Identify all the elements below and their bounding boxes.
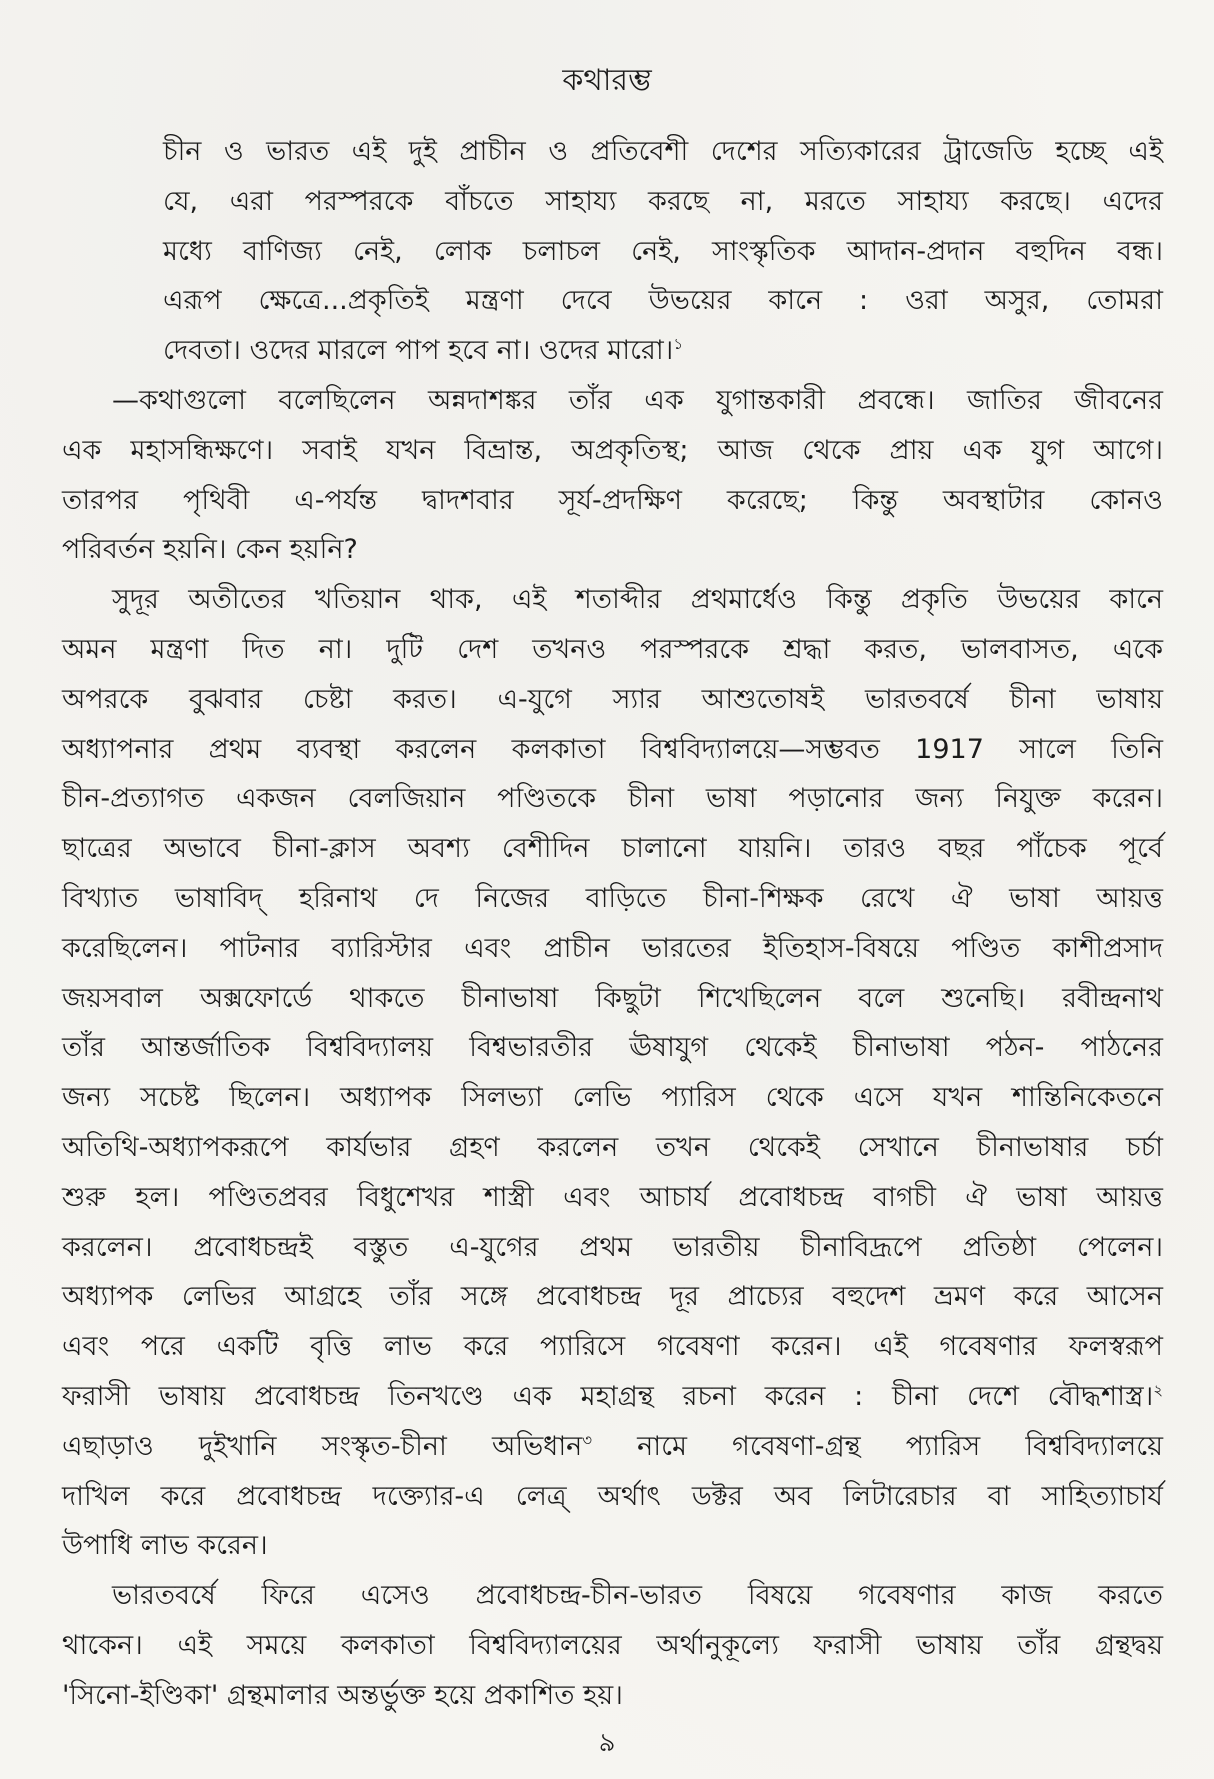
footnote-marker: ১ bbox=[673, 335, 684, 354]
quote-line bbox=[163, 227, 1163, 277]
quote-line bbox=[163, 127, 1163, 177]
text-line bbox=[62, 1073, 1163, 1123]
text-line bbox=[62, 426, 1163, 476]
line-text: বিখ্যাত ভাষাবিদ্ হরিনাথ দে নিজের বাড়িতে চীনা-শিক্ষক রেখে ঐ ভাষা আয়ত্ত bbox=[62, 883, 1163, 914]
line-text: করেছিলেন। পাটনার ব্যারিস্টার এবং প্রাচীন ভারতের ইতিহাস-বিষয়ে পণ্ডিত কাশীপ্রসাদ bbox=[62, 932, 1163, 964]
text-line bbox=[62, 1372, 1163, 1422]
text-line bbox=[62, 974, 1163, 1024]
text-line bbox=[62, 1223, 1163, 1273]
text-line bbox=[62, 1272, 1163, 1322]
footnote-marker: ৩ bbox=[582, 1430, 593, 1449]
line-text: অধ্যাপনার প্রথম ব্যবস্থা করলেন কলকাতা বিশ্ববিদ্যালয়ে—সম্ভবত 1917 সালে তিনি bbox=[62, 733, 1163, 765]
text-line bbox=[112, 575, 1163, 625]
line-text: থাকেন। এই সময়ে কলকাতা বিশ্ববিদ্যালয়ের অর্থানুকূল্যে ফরাসী ভাষায় তাঁর গ্রন্থদ্বয় bbox=[62, 1630, 1163, 1661]
line-text: অমন মন্ত্রণা দিত না। দুটি দেশ তখনও পরস্পরকে শ্রদ্ধা করত, ভালবাসত, একে bbox=[62, 634, 1163, 665]
line-text: তারপর পৃথিবী এ-পর্যন্ত দ্বাদশবার সূর্য-প্রদক্ষিণ করেছে; কিন্তু অবস্থাটার কোনও bbox=[62, 484, 1163, 516]
line-text: পরিবর্তন হয়নি। কেন হয়নি? bbox=[62, 534, 358, 566]
text-line bbox=[62, 1173, 1163, 1223]
line-text: ফরাসী ভাষায় প্রবোধচন্দ্র তিনখণ্ডে এক মহাগ্রন্থ রচনা করেন : চীনা দেশে বৌদ্ধশাস্ত্র। bbox=[62, 1381, 1154, 1412]
text-line bbox=[112, 376, 1163, 426]
text-line bbox=[62, 1521, 1163, 1571]
text-line bbox=[62, 874, 1163, 924]
text-line bbox=[62, 824, 1163, 874]
line-text: —কথাগুলো বলেছিলেন অন্নদাশঙ্কর তাঁর এক যুগান্তকারী প্রবন্ধে। জাতির জীবনের bbox=[112, 385, 1163, 416]
text-line bbox=[62, 476, 1163, 526]
text-line bbox=[62, 774, 1163, 824]
line-text: ভারতবর্ষে ফিরে এসেও প্রবোধচন্দ্র-চীন-ভারত বিষয়ে গবেষণার কাজ করতে bbox=[112, 1580, 1163, 1612]
line-text: উপাধি লাভ করেন। bbox=[62, 1530, 268, 1562]
line-text: ছাত্রের অভাবে চীনা-ক্লাস অবশ্য বেশীদিন চালানো যায়নি। তারও বছর পাঁচেক পূর্বে bbox=[62, 833, 1163, 865]
line-text: এরূপ ক্ষেত্রে...প্রকৃতিই মন্ত্রণা দেবে উভয়ের কানে : ওরা অসুর, তোমরা bbox=[163, 285, 1163, 317]
footnote-marker: ২ bbox=[1153, 1381, 1163, 1399]
text-line bbox=[62, 1621, 1163, 1671]
text-line bbox=[62, 1422, 1163, 1472]
line-text: করলেন। প্রবোধচন্দ্রই বস্তুত এ-যুগের প্রথম ভারতীয় চীনাবিদ্রূপে প্রতিষ্ঠা পেলেন। bbox=[62, 1231, 1163, 1263]
line-text: এছাড়াও দুইখানি সংস্কৃত-চীনা অভিধান bbox=[62, 1430, 583, 1462]
line-text: দেবতা। ওদের মারলে পাপ হবে না। ওদের মারো। bbox=[163, 335, 674, 367]
text-line bbox=[62, 1671, 1163, 1721]
text-line bbox=[62, 1322, 1163, 1372]
line-text: জয়সবাল অক্সফোর্ডে থাকতে চীনাভাষা কিছুটা শিখেছিলেন বলে শুনেছি। রবীন্দ্রনাথ bbox=[62, 982, 1163, 1014]
text-line bbox=[62, 1472, 1163, 1522]
line-text: মধ্যে বাণিজ্য নেই, লোক চলাচল নেই, সাংস্কৃতিক আদান-প্রদান বহুদিন বন্ধ। bbox=[163, 235, 1163, 267]
text-line bbox=[62, 675, 1163, 725]
line-text: এবং পরে একটি বৃত্তি লাভ করে প্যারিসে গবেষণা করেন। এই গবেষণার ফলস্বরূপ bbox=[62, 1331, 1163, 1363]
text-line bbox=[112, 1571, 1163, 1621]
text-line bbox=[62, 1023, 1163, 1073]
quote-line bbox=[163, 177, 1163, 227]
chapter-title: কথারম্ভ bbox=[562, 63, 652, 98]
text-line bbox=[62, 725, 1163, 775]
line-text: অপরকে বুঝবার চেষ্টা করত। এ-যুগে স্যার আশুতোষই ভারতবর্ষে চীনা ভাষায় bbox=[62, 683, 1163, 715]
text-line bbox=[62, 1123, 1163, 1173]
line-text: অধ্যাপক লেভির আগ্রহে তাঁর সঙ্গে প্রবোধচন্দ্র দূর প্রাচ্যের বহুদেশ ভ্রমণ করে আসেন bbox=[62, 1281, 1163, 1313]
text-line bbox=[62, 924, 1163, 974]
quote-line bbox=[163, 326, 1163, 376]
line-text: শুরু হল। পণ্ডিতপ্রবর বিধুশেখর শাস্ত্রী এবং আচার্য প্রবোধচন্দ্র বাগচী ঐ ভাষা আয়ত্ত bbox=[62, 1181, 1163, 1213]
line-text: তাঁর আন্তর্জাতিক বিশ্ববিদ্যালয় বিশ্বভারতীর ঊষাযুগ থেকেই চীনাভাষা পঠন- পাঠনের bbox=[62, 1032, 1163, 1064]
text-line bbox=[62, 525, 1163, 575]
line-text: চীন-প্রত্যাগত একজন বেলজিয়ান পণ্ডিতকে চীনা ভাষা পড়ানোর জন্য নিযুক্ত করেন। bbox=[62, 783, 1163, 815]
line-text: অতিথি-অধ্যাপকরূপে কার্যভার গ্রহণ করলেন তখন থেকেই সেখানে চীনাভাষার চর্চা bbox=[62, 1132, 1163, 1163]
line-text: 'সিনো-ইণ্ডিকা' গ্রন্থমালার অন্তর্ভুক্ত হয়ে প্রকাশিত হয়। bbox=[62, 1679, 623, 1711]
line-text: জন্য সচেষ্ট ছিলেন। অধ্যাপক সিলভ্যা লেভি প্যারিস থেকে এসে যখন শান্তিনিকেতনে bbox=[62, 1082, 1163, 1114]
line-text: দাখিল করে প্রবোধচন্দ্র দক্ত্যোর-এ লেত্র্ অর্থাৎ ডক্টর অব লিটারেচার বা সাহিত্যাচার্য bbox=[62, 1480, 1163, 1512]
page-number: ৯ bbox=[598, 1728, 616, 1758]
line-text: যে, এরা পরস্পরকে বাঁচতে সাহায্য করছে না, মরতে সাহায্য করছে। এদের bbox=[163, 185, 1163, 217]
line-text: এক মহাসন্ধিক্ষণে। সবাই যখন বিভ্রান্ত, অপ্রকৃতিস্থ; আজ থেকে প্রায় এক যুগ আগে। bbox=[62, 434, 1163, 466]
text-line bbox=[62, 625, 1163, 675]
line-text: সুদূর অতীতের খতিয়ান থাক, এই শতাব্দীর প্রথমার্ধেও কিন্তু প্রকৃতি উভয়ের কানে bbox=[112, 584, 1163, 616]
quote-line bbox=[163, 276, 1163, 326]
line-text: চীন ও ভারত এই দুই প্রাচীন ও প্রতিবেশী দেশের সত্যিকারের ট্রাজেডি হচ্ছে এই bbox=[163, 136, 1163, 167]
line-text: নামে গবেষণা-গ্রন্থ প্যারিস বিশ্ববিদ্যালয়ে bbox=[592, 1430, 1163, 1462]
